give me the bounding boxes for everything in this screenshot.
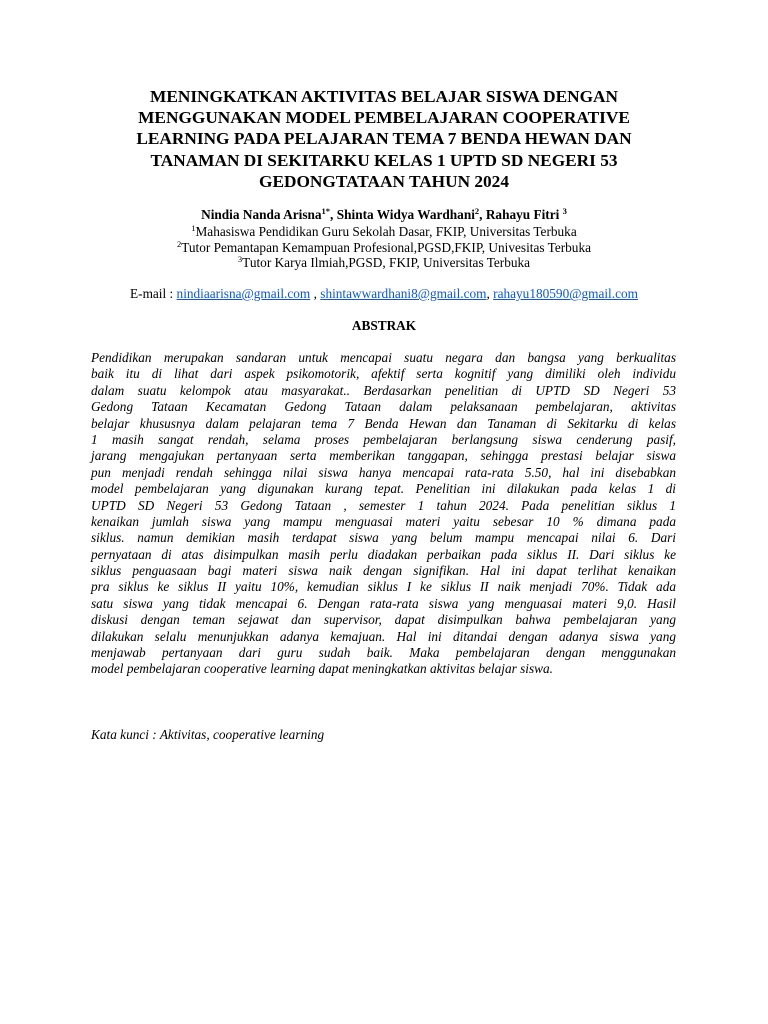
affiliation [0,240,768,256]
email-separator: , [486,286,494,301]
author-name: Nindia Nanda Arisna [201,207,322,222]
abstract-line: kenaikan jumlah siswa yang mampu menguasai materi yaitu sebesar 10 % dimana pada [91,513,676,529]
affiliation-text: Mahasiswa Pendidikan Guru Sekolah Dasar, FKIP, Universitas Terbuka [195,224,577,239]
abstract-line: pernyataan di atas disimpulkan masih perlu diadakan perbaikan pada siklus II. Dari siklus ke [91,546,676,562]
abstract-line: Gedong Tataan Kecamatan Gedong Tataan dalam pelaksanaan pembelajaran, aktivitas [91,399,676,415]
author-affiliation-mark: 2 [474,206,480,216]
abstract-line: pra siklus ke siklus II yaitu 10%, kemudian siklus I ke siklus II naik menjadi 70%. Tidak ada [91,579,676,595]
affiliation-text: Tutor Pemantapan Kemampuan Profesional,PGSD,FKIP, Univesitas Terbuka [181,239,591,255]
abstract-line: 1 masih sangat rendah, selama proses pembelajaran berlangsung siswa cenderung pasif, [91,431,676,447]
keywords: Kata kunci : Aktivitas, cooperative learning [91,727,325,742]
author-name: Shinta Widya Wardhani [336,207,475,222]
abstract-line: model pembelajaran cooperative learning dapat meningkatkan aktivitas belajar siswa. [91,661,553,677]
abstract-line: baik itu di lihat dari aspek psikomotorik, afektif serta kognitif yang dimiliki oleh individu [91,366,676,382]
abstract-heading: ABSTRAK [351,318,417,333]
affiliation-mark: 2 [176,238,182,249]
email-link[interactable]: nindiaarisna@gmail.com [176,286,311,301]
title-line: MENGGUNAKAN MODEL PEMBELAJARAN COOPERATIVE [138,108,630,128]
title-line: GEDONGTATAAN TAHUN 2024 [259,171,509,191]
title-line: LEARNING PADA PELAJARAN TEMA 7 BENDA HEWAN DAN [136,129,632,149]
author-affiliation-mark: 1* [321,206,331,216]
author-affiliation-mark: 3 [562,206,567,216]
email-link[interactable]: shintawwardhani8@gmail.com [320,286,487,301]
email-line [0,286,768,302]
paper-title [60,86,708,192]
abstract-body [91,350,676,678]
abstract-line: satu siswa yang tidak mencapai 6. Dengan rata-rata siswa yang menguasai materi 9,0. Hasil [91,595,676,611]
author-separator: , [330,207,337,222]
abstract-line: belajar khususnya dalam pelajaran tema 7 Benda Hewan dan Tanaman di Sekitarku di kelas [91,415,676,431]
abstract-line: model pembelajaran yang digunakan kurang tepat. Penelitian ini dilakukan pada kelas 1 di [91,481,676,497]
author-list [0,207,768,223]
email-label: E-mail : [130,286,177,301]
abstract-line: jarang mengajukan pertanyaan serta memberikan tanggapan, sehingga prestasi belajar siswa [91,448,676,464]
abstract-line: siklus. namun demikian masih terdapat siswa yang belum mampu mencapai nilai 6. Dari [91,530,676,546]
affiliation [0,255,768,271]
abstract-line: pun menjadi rendah sehingga nilai siswa hanya mencapai rata-rata 5.50, hal ini disebabkan [91,464,676,480]
abstract-line: diskusi dengan teman sejawat dan supervisor, dapat disimpulkan bahwa pembelajaran yang [91,612,676,628]
abstract-line: UPTD SD Negeri 53 Gedong Tataan , semester 1 tahun 2024. Pada penelitian siklus 1 [91,497,676,513]
email-link[interactable]: rahayu180590@gmail.com [493,286,638,301]
title-line: MENINGKATKAN AKTIVITAS BELAJAR SISWA DENGAN [150,87,618,106]
abstract-line: dilakukan selalu menunjukkan adanya kemajuan. Hal ini ditandai dengan adanya siswa yang [91,628,676,644]
affiliation-mark: 1 [191,223,196,233]
abstract-line: Pendidikan merupakan sandaran untuk mencapai suatu negara dan bangsa yang berkualitas [91,350,676,365]
affiliation-text: Tutor Karya Ilmiah,PGSD, FKIP, Universitas Terbuka [242,255,531,270]
affiliation-list [0,224,768,271]
email-separator: , [310,286,321,301]
affiliation-mark: 3 [237,254,243,264]
abstract-line: menjawab pertanyaan dari guru sudah baik. Maka pembelajaran dengan menggunakan [91,645,676,661]
abstract-line: dalam suatu kelompok atau masyarakat.. Berdasarkan penelitian di UPTD SD Negeri 53 [91,382,676,398]
author-name: Rahayu Fitri [485,207,563,222]
title-line: TANAMAN DI SEKITARKU KELAS 1 UPTD SD NEGERI 53 [150,150,618,170]
author-separator: , [479,207,486,222]
abstract-line: siklus penguasaan bagi materi siswa naik dengan signifikan. Hal ini dapat terlihat kenaikan [91,563,676,579]
affiliation [0,224,768,240]
